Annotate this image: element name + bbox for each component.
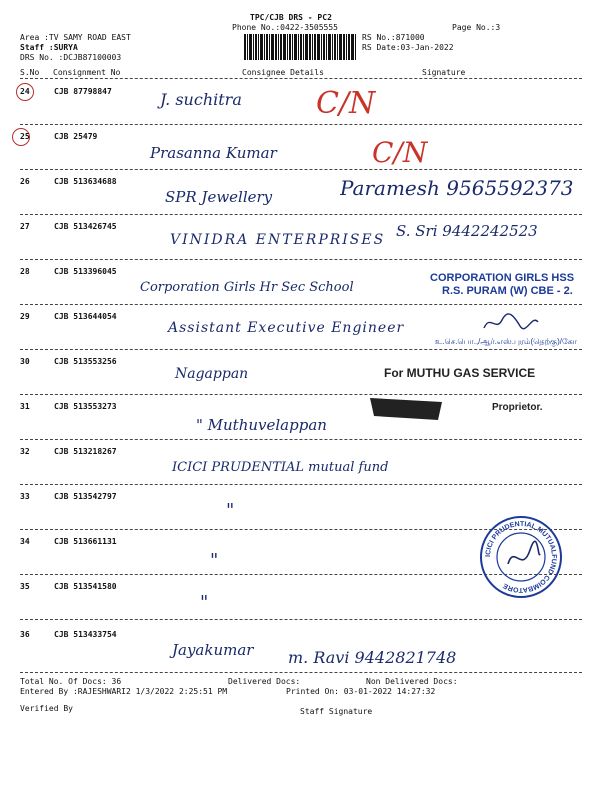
row-divider [20,349,582,350]
barcode [244,34,356,60]
row-consignee: Nagappan [175,366,249,382]
row-sno: 28 [20,267,30,276]
row-consignee: " Muthuvelappan [196,416,327,434]
school-stamp-line2: R.S. PURAM (W) CBE - 2. [442,285,573,297]
row-divider [20,214,582,215]
icici-round-stamp [478,514,564,600]
phone-number: Phone No.:0422-3505555 [232,23,338,32]
row-sno: 30 [20,357,30,366]
row-divider [20,259,582,260]
row-divider [20,484,582,485]
row-signature: S. Sri 9442242523 [396,222,538,240]
row-signature: C/N [316,86,376,121]
row-divider [20,394,582,395]
black-scribble-mark [370,394,442,424]
icici-stamp-text: ICICI PRUDENTIAL MUTUALFUND COIMBATORE [484,520,558,594]
row-consignment: CJB 513218267 [54,447,117,456]
row-consignment: CJB 513541580 [54,582,117,591]
entered-by: Entered By :RAJESHWARI2 1/3/2022 2:25:51 PM [20,687,228,696]
drs-number: DRS No. :DCJB87100003 [20,53,122,62]
school-stamp-line1: CORPORATION GIRLS HSS [430,272,575,284]
header-divider [20,78,582,79]
gas-service-stamp: For MUTHU GAS SERVICE [384,366,536,380]
row-consignee: " [200,592,209,613]
total-docs: Total No. Of Docs: 36 [20,677,122,686]
column-header-sno: S.No [20,68,40,77]
row-consignment: CJB 513426745 [54,222,117,231]
row-divider [20,169,582,170]
row-consignee: Jayakumar [172,641,254,659]
row-consignment: CJB 25479 [54,132,98,141]
row-sno: 29 [20,312,30,321]
svg-text:ICICI PRUDENTIAL MUTUALFUND CO [485,521,557,593]
column-header-signature: Signature [422,68,466,77]
column-header-consignment: Consignment No [53,68,121,77]
row-sno: 33 [20,492,30,501]
signature-scribble [480,310,540,336]
row-consignment: CJB 513433754 [54,630,117,639]
row-divider [20,672,582,673]
delivered-docs: Delivered Docs: [228,677,301,686]
row-signature: Paramesh 9565592373 [340,176,574,200]
document-title: TPC/CJB DRS - PC2 [250,13,332,22]
rs-date: RS Date:03-Jan-2022 [362,43,454,52]
area-label: Area :TV SAMY ROAD EAST [20,33,131,42]
row-sno: 27 [20,222,30,231]
page-number: Page No.:3 [452,23,501,32]
row-divider [20,304,582,305]
row-consignment: CJB 513634688 [54,177,117,186]
row-consignment: CJB 513542797 [54,492,117,501]
row-consignment: CJB 87798847 [54,87,112,96]
row-sno: 24 [20,87,30,96]
printed-on: Printed On: 03-01-2022 14:27:32 [286,687,436,696]
staff-label: Staff :SURYA [20,43,78,52]
row-consignee: ICICI PRUDENTIAL mutual fund [172,460,389,475]
row-consignment: CJB 513396045 [54,267,117,276]
row-consignment: CJB 513644054 [54,312,117,321]
row-consignee: SPR Jewellery [165,188,273,206]
row-consignee: " [226,500,235,521]
row-sno: 35 [20,582,30,591]
non-delivered-docs: Non Delivered Docs: [366,677,458,686]
row-sno: 32 [20,447,30,456]
row-signature: C/N [372,136,428,169]
row-sno: 34 [20,537,30,546]
row-consignment: CJB 513661131 [54,537,117,546]
row-divider [20,124,582,125]
row-consignment: CJB 513553256 [54,357,117,366]
tamil-stamp: உ.செ.பொ.,/ஆர்.எஸ்.புரம்(தெற்கு)/கோ [435,337,577,346]
row-consignee: Prasanna Kumar [150,144,277,162]
row-sno: 26 [20,177,30,186]
proprietor-label: Proprietor. [492,402,543,413]
column-header-consignee: Consignee Details [242,68,324,77]
staff-signature-label: Staff Signature [300,707,373,716]
rs-number: RS No.:871000 [362,33,425,42]
row-divider [20,439,582,440]
row-sno: 25 [20,132,30,141]
row-sno: 31 [20,402,30,411]
row-signature: m. Ravi 9442821748 [288,648,457,667]
row-consignment: CJB 513553273 [54,402,117,411]
row-consignee: VINIDRA ENTERPRISES [170,232,386,248]
row-consignee: J. suchitra [160,90,242,109]
row-divider [20,619,582,620]
row-sno: 36 [20,630,30,639]
verified-by: Verified By [20,704,73,713]
row-consignee: " [210,550,219,571]
row-consignee: Assistant Executive Engineer [168,320,405,336]
row-consignee: Corporation Girls Hr Sec School [140,280,354,295]
